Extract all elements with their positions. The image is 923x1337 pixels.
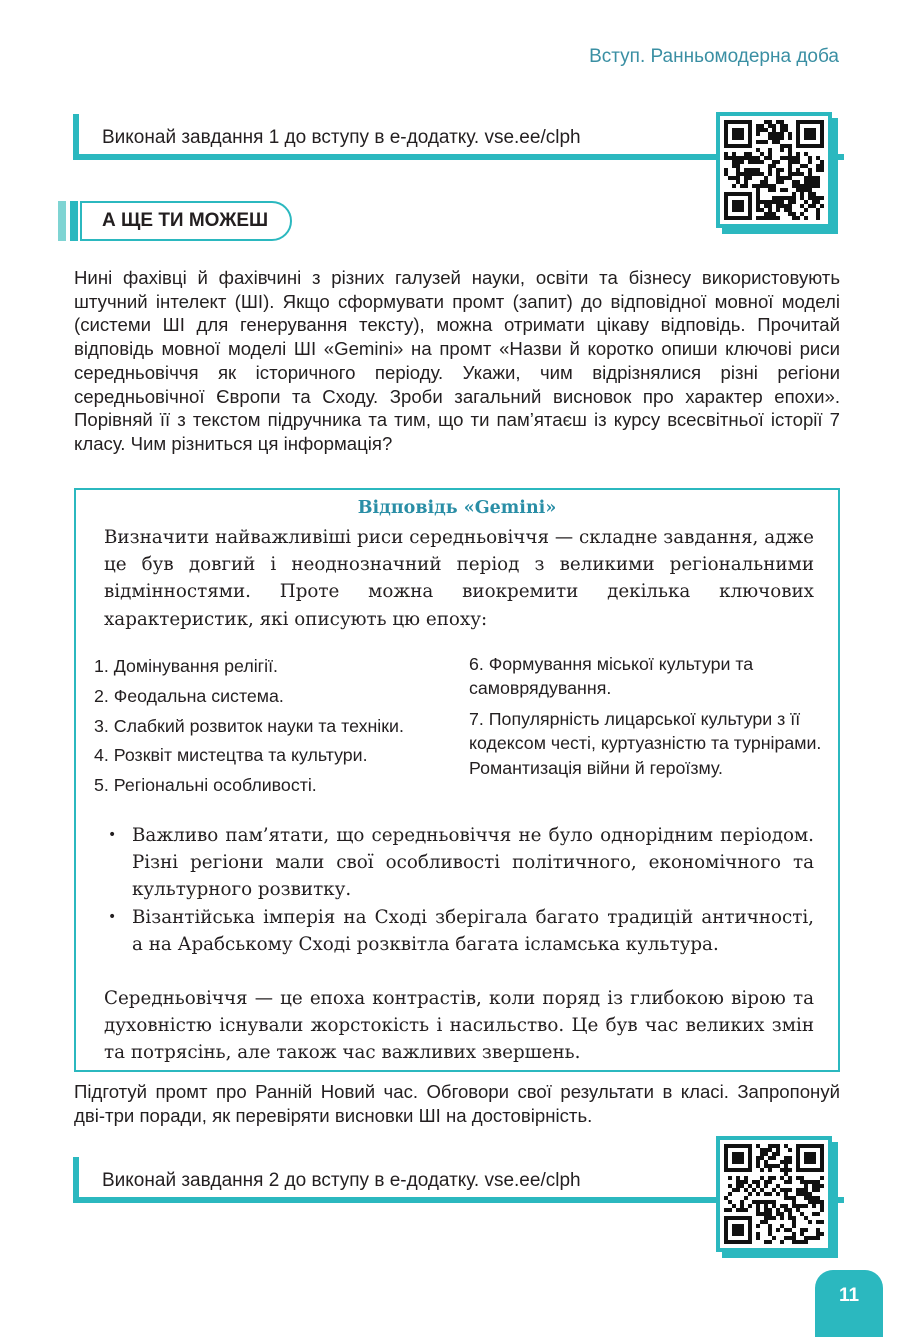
list-item: 4. Розквіт мистецтва та культури. xyxy=(94,745,368,766)
gemini-conclusion: Середньовіччя — це епоха контрастів, коли поряд із глибокою вірою та духовністю існували жорстокість і насильство. Це був час великих змін та потрясінь, але також час важливих звершень. xyxy=(104,988,814,1064)
bullet-item xyxy=(104,904,814,958)
gemini-answer-title: Відповідь «Gemini» xyxy=(357,498,557,518)
task-1-text[interactable]: Виконай завдання 1 до вступу в е-додатку. vse.ee/clph xyxy=(102,127,581,148)
bullet-icon: • xyxy=(108,908,117,925)
intro-paragraph: Нині фахівці й фахівчині з різних галузей науки, освіти та бізнесу використовують штучний інтелект (ШІ). Якщо сформувати промт (запит) до відповідної мовної моделі (системи ШІ для генерування тексту), можна отримати цікаву відповідь. Прочитай відповідь мовної моделі ШІ «Gemini» на промт «Назви й коротко опиши ключові риси середньовіччя як історичного періоду. Укажи, чим відрізнялися різні регіони середньовічної Європи та Сходу. Зроби загальний висновок про характер епохи». Порівняй її з текстом підручника та тим, що ти пам’ятаєш із курсу всесвітньої історії 7 класу. Чим різниться ця інформація? xyxy=(74,267,840,454)
gemini-answer-box xyxy=(74,488,840,1072)
bullet-item xyxy=(104,822,814,904)
gemini-intro-paragraph: Визначити найважливіші риси середньовіччя — складне завдання, адже це був довгий і неоднозначний період з великими регіональними відмінностями. Проте можна виокремити декілька ключових характеристик, які описують цю епоху: xyxy=(104,527,814,630)
section-heading-bar xyxy=(70,201,78,241)
section-heading-label: А ЩЕ ТИ МОЖЕШ xyxy=(80,201,292,241)
bullet-text: Візантійська імперія на Сході зберігала багато традицій античності, а на Арабському Сході розквітла багата ісламська культура. xyxy=(132,906,814,955)
task-2-text[interactable]: Виконай завдання 2 до вступу в е-додатку. vse.ee/clph xyxy=(102,1170,581,1191)
page-number: 11 xyxy=(815,1270,883,1337)
list-item: 6. Формування міської культури та самоврядування. xyxy=(469,654,754,699)
traits-list-left xyxy=(94,652,404,801)
qr-code-icon[interactable] xyxy=(716,1136,832,1252)
qr-code-icon[interactable] xyxy=(716,112,832,228)
list-item: 2. Феодальна система. xyxy=(94,685,284,706)
bullet-icon: • xyxy=(108,827,117,843)
bullet-text: Важливо пам’ятати, що середньовіччя не було однорідним періодом. Різні регіони мали свої особливості політичного, економічного та культурного розвитку. xyxy=(132,825,814,901)
list-item: 1. Домінування релігії. xyxy=(94,656,278,676)
list-item: 3. Слабкий розвиток науки та техніки. xyxy=(94,715,404,736)
traits-list-right xyxy=(469,652,823,786)
list-item: 7. Популярність лицарської культури з її кодексом честі, куртуазністю та турнірами. Романтизація війни й героїзму. xyxy=(469,708,822,778)
page-header-title: Вступ. Ранньомодерна доба xyxy=(589,46,839,67)
outro-paragraph: Підготуй промт про Ранній Новий час. Обговори свої результати в класі. Запропонуй дві-три поради, як перевіряти висновки ШІ на достовірність. xyxy=(74,1081,840,1126)
gemini-bullets xyxy=(104,822,814,958)
section-heading-bar xyxy=(58,201,66,241)
list-item: 5. Регіональні особливості. xyxy=(94,775,317,796)
